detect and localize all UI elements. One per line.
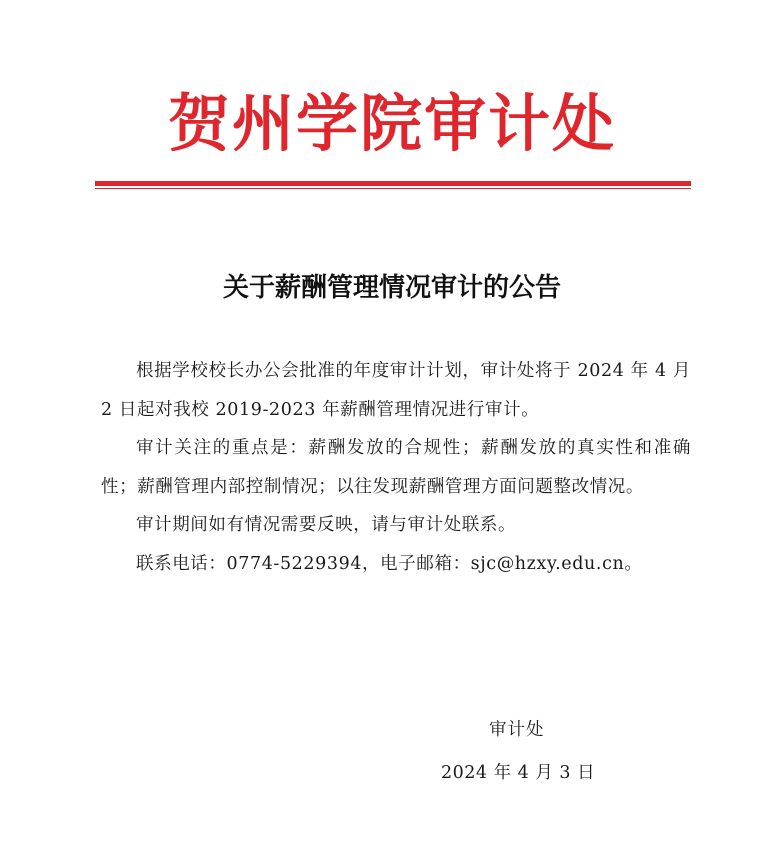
- notice-paragraph-focus: 审计关注的重点是：薪酬发放的合规性；薪酬发放的真实性和准确性；薪酬管理内部控制情况；以往发现薪酬管理方面问题整改情况。: [101, 438, 691, 497]
- letterhead-red-rule-thin: [95, 188, 691, 189]
- notice-title: 关于薪酬管理情况审计的公告: [222, 273, 561, 303]
- letterhead-org-name: 贺州学院审计处: [167, 87, 616, 160]
- notice-body: [101, 352, 691, 583]
- signature-unit: 审计处: [489, 720, 545, 740]
- notice-paragraph-feedback: 审计期间如有情况需要反映，请与审计处联系。: [136, 515, 517, 535]
- notice-paragraph-schedule: 根据学校校长办公会批准的年度审计计划，审计处将于 2024 年 4 月 2 日起对我校 2019-2023 年薪酬管理情况进行审计。: [101, 361, 691, 420]
- signature-date: 2024 年 4 月 3 日: [441, 763, 596, 783]
- letterhead-red-rule: [95, 181, 691, 186]
- notice-paragraph-contact: 联系电话：0774-5229394，电子邮箱：sjc@hzxy.edu.cn。: [136, 553, 643, 574]
